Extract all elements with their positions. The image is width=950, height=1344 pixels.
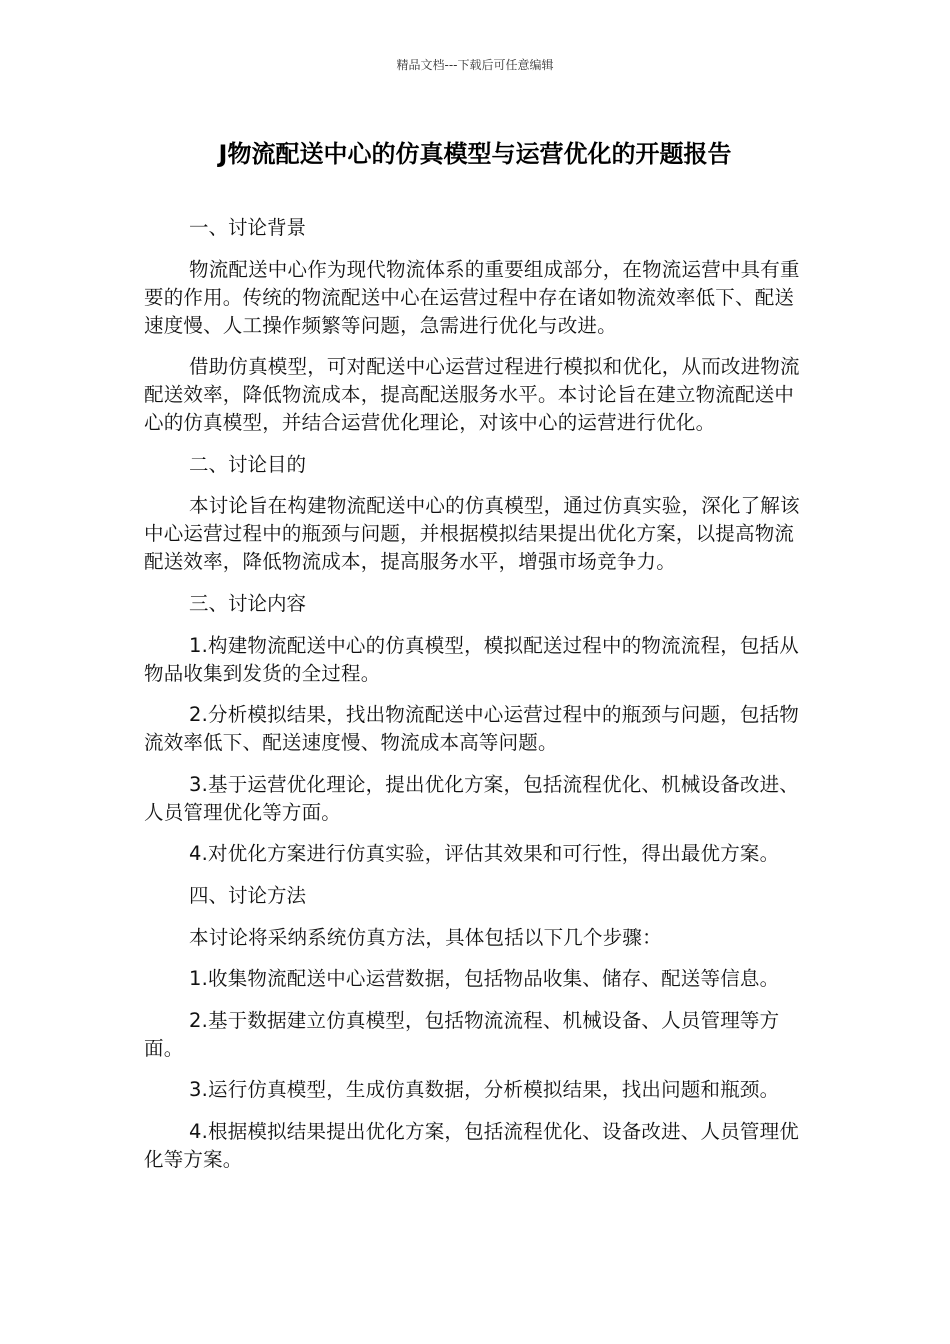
content-item-3: 3.基于运营优化理论，提出优化方案，包括流程优化、机械设备改进、人员管理优化等方面。	[144, 772, 800, 824]
section-heading-content: 三、讨论内容	[189, 591, 307, 615]
method-step-1: 1.收集物流配送中心运营数据，包括物品收集、储存、配送等信息。	[189, 967, 780, 991]
method-intro: 本讨论将采纳系统仿真方法，具体包括以下几个步骤：	[189, 925, 662, 949]
content-item-1: 1.构建物流配送中心的仿真模型，模拟配送过程中的物流流程，包括从物品收集到发货的全过程。	[144, 633, 800, 685]
document-title: J物流配送中心的仿真模型与运营优化的开题报告	[218, 140, 732, 168]
content-item-2: 2.分析模拟结果，找出物流配送中心运营过程中的瓶颈与问题，包括物流效率低下、配送速度慢、物流成本高等问题。	[144, 703, 800, 755]
method-step-2: 2.基于数据建立仿真模型，包括物流流程、机械设备、人员管理等方面。	[144, 1008, 780, 1060]
method-step-3: 3.运行仿真模型，生成仿真数据，分析模拟结果，找出问题和瓶颈。	[189, 1078, 780, 1102]
background-paragraph-2: 借助仿真模型，可对配送中心运营过程进行模拟和优化，从而改进物流配送效率，降低物流成本，提高配送服务水平。本讨论旨在建立物流配送中心的仿真模型，并结合运营优化理论，对该中心的运营进行优化。	[144, 355, 800, 435]
section-heading-purpose: 二、讨论目的	[189, 452, 307, 476]
section-heading-background: 一、讨论背景	[189, 216, 307, 239]
section-heading-method: 四、讨论方法	[189, 883, 307, 907]
purpose-paragraph-1: 本讨论旨在构建物流配送中心的仿真模型，通过仿真实验，深化了解该中心运营过程中的瓶颈与问题，并根据模拟结果提出优化方案，以提高物流配送效率，降低物流成本，提高服务水平，增强市场竞争力。	[144, 494, 800, 574]
method-step-4: 4.根据模拟结果提出优化方案，包括流程优化、设备改进、人员管理优化等方案。	[144, 1119, 800, 1171]
document-body	[144, 214, 804, 1188]
content-item-4: 4.对优化方案进行仿真实验，评估其效果和可行性，得出最优方案。	[189, 842, 780, 866]
page-header: 精品文档---下载后可任意编辑	[396, 58, 554, 72]
background-paragraph-1: 物流配送中心作为现代物流体系的重要组成部分，在物流运营中具有重要的作用。传统的物流配送中心在运营过程中存在诸如物流效率低下、配送速度慢、人工操作频繁等问题，急需进行优化与改进。	[144, 257, 800, 337]
